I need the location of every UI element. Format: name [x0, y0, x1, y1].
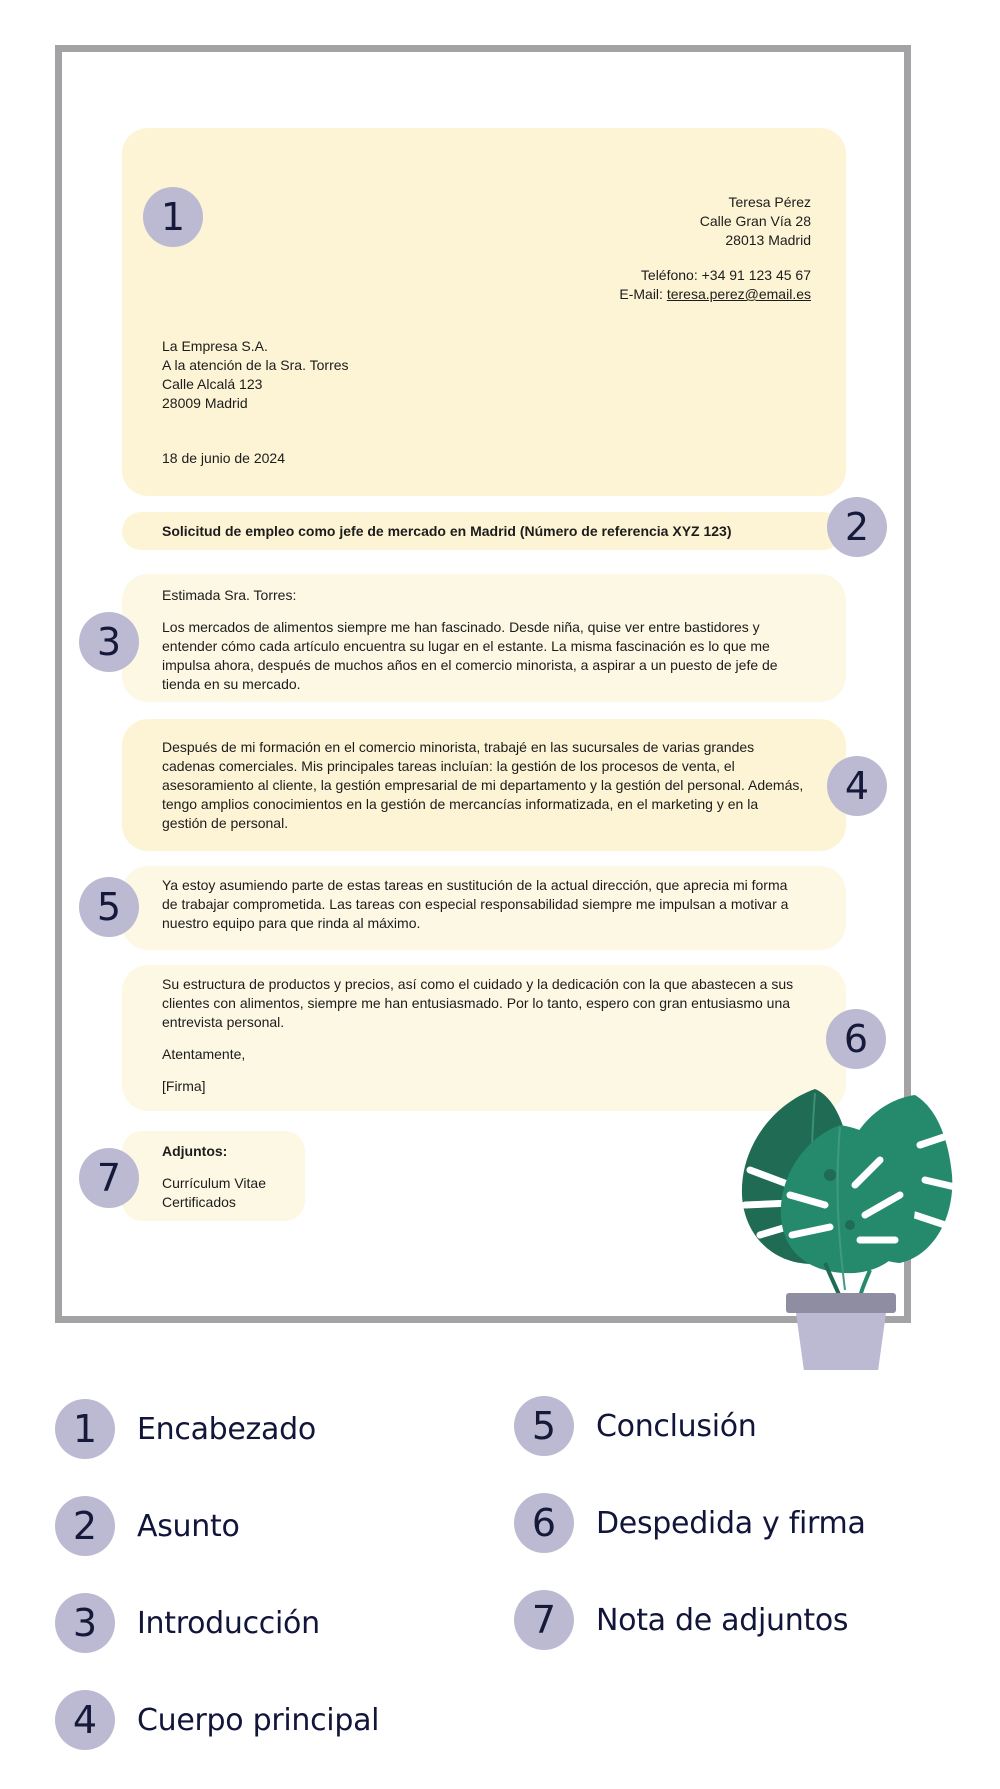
attachment-item: Currículum Vitae — [162, 1175, 267, 1191]
legend-item-asunto — [55, 1495, 240, 1557]
legend-label: Nota de adjuntos — [596, 1602, 849, 1638]
body-block — [122, 719, 846, 851]
badge-6: 6 — [826, 1009, 886, 1069]
legend-item-encabezado — [55, 1398, 316, 1460]
attachment-item: Certificados — [162, 1194, 236, 1210]
legend-item-introduccion — [55, 1592, 320, 1654]
sender-email-label: E-Mail: — [619, 286, 667, 302]
header-block — [122, 128, 846, 496]
sender-email-line — [162, 285, 811, 304]
legend-badge: 6 — [514, 1493, 574, 1553]
legend-label: Despedida y firma — [596, 1505, 866, 1541]
recipient-attention: A la atención de la Sra. Torres — [162, 357, 349, 373]
legend-badge: 4 — [55, 1690, 115, 1750]
legend-label: Asunto — [137, 1508, 240, 1544]
subject-text: Solicitud de empleo como jefe de mercado en Madrid (Número de referencia XYZ 123) — [162, 523, 732, 539]
recipient-company: La Empresa S.A. — [162, 338, 268, 354]
monstera-plant-icon — [730, 1075, 960, 1370]
sender-phone: Teléfono: +34 91 123 45 67 — [640, 267, 811, 283]
attachments-block — [122, 1131, 305, 1221]
legend-badge: 1 — [55, 1399, 115, 1459]
sender-street: Calle Gran Vía 28 — [699, 213, 811, 229]
badge-5: 5 — [79, 877, 139, 937]
sender-city: 28013 Madrid — [725, 232, 811, 248]
attachments-title: Adjuntos: — [162, 1143, 228, 1159]
recipient-street: Calle Alcalá 123 — [162, 376, 263, 392]
legend-label: Introducción — [137, 1605, 320, 1641]
badge-2: 2 — [827, 497, 887, 557]
legend-item-despedida-y-firma — [514, 1492, 866, 1554]
legend-item-cuerpo-principal — [55, 1689, 379, 1751]
legend-item-conclusion — [514, 1395, 757, 1457]
badge-4: 4 — [827, 756, 887, 816]
legend-badge: 7 — [514, 1590, 574, 1650]
badge-7: 7 — [79, 1148, 139, 1208]
closing-paragraph: Su estructura de productos y precios, así como el cuidado y la dedicación con la que abastecen a sus clientes con alimentos, siempre me han entusiasmado. Por lo tanto, espero con gran entusiasmo una entrevista personal. — [162, 976, 794, 1030]
conclusion-paragraph: Ya estoy asumiendo parte de estas tareas en sustitución de la actual dirección, que aprecia mi forma de trabajar comprometida. Las tareas con especial responsabilidad siempre me impulsan a motivar a nuestro equipo para que rinda al máximo. — [162, 877, 789, 931]
signature-placeholder: [Firma] — [162, 1078, 206, 1094]
recipient-city: 28009 Madrid — [162, 395, 248, 411]
sender-address — [162, 193, 811, 304]
salutation: Estimada Sra. Torres: — [162, 587, 297, 603]
legend-label: Conclusión — [596, 1408, 757, 1444]
legend-label: Cuerpo principal — [137, 1702, 380, 1738]
legend-label: Encabezado — [137, 1411, 316, 1447]
farewell: Atentamente, — [162, 1046, 246, 1062]
intro-block — [122, 574, 846, 702]
legend-badge: 2 — [55, 1496, 115, 1556]
conclusion-block — [122, 866, 846, 950]
legend-item-nota-de-adjuntos — [514, 1589, 848, 1651]
legend-badge: 5 — [514, 1396, 574, 1456]
legend-badge: 3 — [55, 1593, 115, 1653]
intro-paragraph: Los mercados de alimentos siempre me han fascinado. Desde niña, quise ver entre bastidores y entender cómo cada artículo encuentra su lugar en el estante. La misma fascinación es lo que me impulsa ahora, después de muchos años en el comercio minorista, a aspirar a un puesto de jefe de tienda en su mercado. — [162, 619, 778, 692]
badge-1: 1 — [143, 187, 203, 247]
letter-date: 18 de junio de 2024 — [162, 450, 285, 466]
body-paragraph: Después de mi formación en el comercio minorista, trabajé en las sucursales de varias grandes cadenas comerciales. Mis principales tareas incluían: la gestión de los procesos de venta, el asesoramiento al cliente, la gestión empresarial de mi departamento y la gestión del personal. Además, tengo amplios conocimientos en la gestión de mercancías informatizada, en el marketing y en la gestión de personal. — [162, 739, 804, 831]
sender-name: Teresa Pérez — [728, 194, 811, 210]
recipient-address — [162, 337, 811, 413]
subject-block — [122, 512, 842, 550]
badge-3: 3 — [79, 612, 139, 672]
sender-email-link[interactable]: teresa.perez@email.es — [666, 286, 811, 302]
